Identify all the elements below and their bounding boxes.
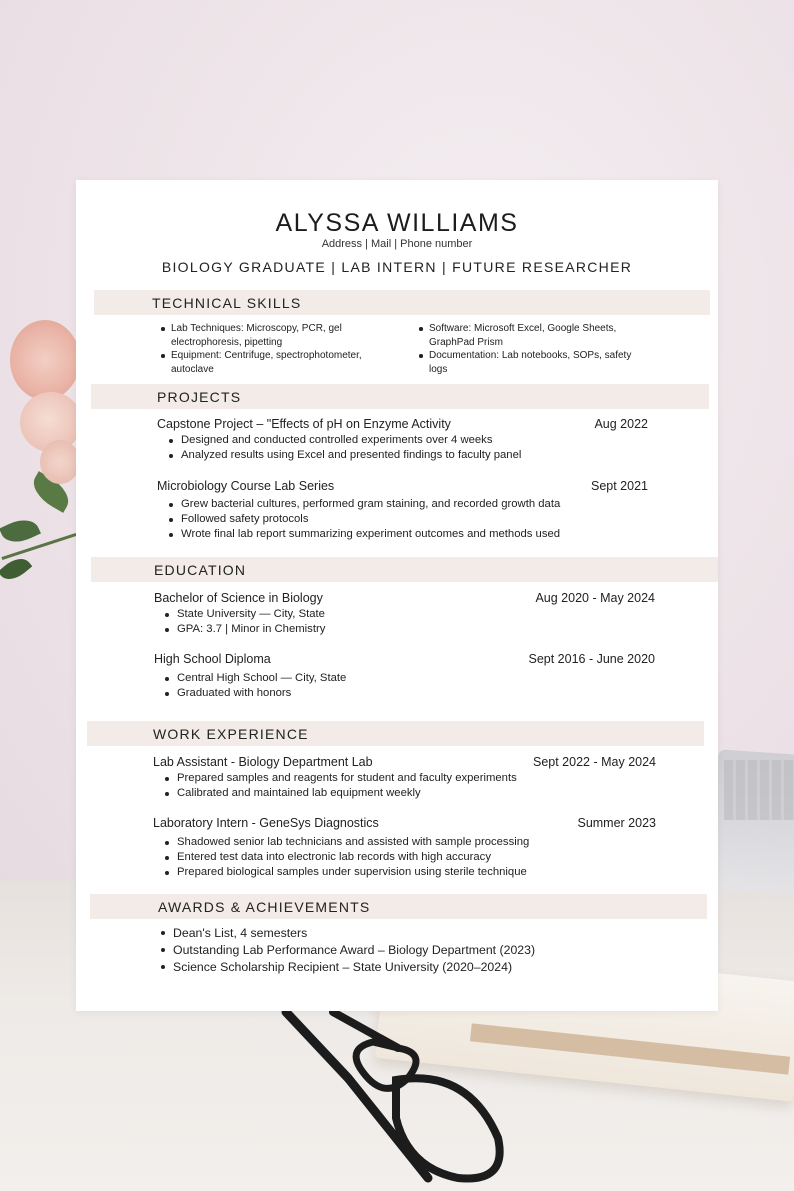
bullet-item: Shadowed senior lab technicians and assisted with sample processing bbox=[161, 835, 529, 850]
section-title: PROJECTS bbox=[157, 389, 242, 405]
education-bullets bbox=[161, 607, 325, 637]
bullet-item: Wrote final lab report summarizing experiment outcomes and methods used bbox=[165, 527, 560, 542]
work-bullets bbox=[161, 835, 529, 881]
skill-item: Equipment: Centrifuge, spectrophotometer, autoclave bbox=[158, 349, 388, 376]
project-date: Aug 2022 bbox=[594, 417, 648, 431]
education-bullets bbox=[161, 671, 346, 701]
skill-item: Software: Microsoft Excel, Google Sheets, GraphPad Prism bbox=[416, 322, 646, 349]
work-section-header bbox=[87, 721, 704, 746]
work-date: Summer 2023 bbox=[577, 816, 656, 830]
award-item: Dean's List, 4 semesters bbox=[157, 925, 535, 942]
bullet-item: Followed safety protocols bbox=[165, 512, 560, 527]
project-bullets bbox=[165, 433, 521, 463]
education-heading: Bachelor of Science in Biology bbox=[154, 591, 323, 605]
bullet-item: Prepared samples and reagents for student and faculty experiments bbox=[161, 771, 517, 786]
awards-section-header bbox=[90, 894, 707, 919]
candidate-name: ALYSSA WILLIAMS bbox=[275, 209, 519, 237]
bullet-item: Central High School — City, State bbox=[161, 671, 346, 686]
laptop-keyboard bbox=[724, 760, 794, 820]
education-date: Sept 2016 - June 2020 bbox=[528, 652, 655, 666]
skills-list-right bbox=[416, 322, 646, 376]
award-item: Science Scholarship Recipient – State University (2020–2024) bbox=[157, 959, 535, 976]
section-title: TECHNICAL SKILLS bbox=[152, 295, 302, 311]
resume-page bbox=[76, 180, 718, 1011]
work-heading: Lab Assistant - Biology Department Lab bbox=[153, 755, 373, 769]
award-item: Outstanding Lab Performance Award – Biology Department (2023) bbox=[157, 942, 535, 959]
bullet-item: Designed and conducted controlled experiments over 4 weeks bbox=[165, 433, 521, 448]
bullet-item: Entered test data into electronic lab records with high accuracy bbox=[161, 850, 529, 865]
eyeglasses-image bbox=[278, 1008, 518, 1191]
skills-list-left bbox=[158, 322, 388, 376]
section-title: EDUCATION bbox=[154, 562, 247, 578]
section-title: AWARDS & ACHIEVEMENTS bbox=[158, 899, 371, 915]
education-date: Aug 2020 - May 2024 bbox=[535, 591, 655, 605]
work-bullets bbox=[161, 771, 517, 801]
work-heading: Laboratory Intern - GeneSys Diagnostics bbox=[153, 816, 379, 830]
rose-flower-image bbox=[10, 320, 80, 400]
project-heading: Capstone Project – "Effects of pH on Enzyme Activity bbox=[157, 417, 451, 431]
awards-bullets bbox=[157, 925, 535, 976]
project-heading: Microbiology Course Lab Series bbox=[157, 479, 335, 493]
section-title: WORK EXPERIENCE bbox=[153, 726, 309, 742]
skill-item: Lab Techniques: Microscopy, PCR, gel electrophoresis, pipetting bbox=[158, 322, 388, 349]
bullet-item: GPA: 3.7 | Minor in Chemistry bbox=[161, 622, 325, 637]
project-bullets bbox=[165, 497, 560, 543]
rose-flower-image bbox=[40, 440, 80, 484]
contact-line: Address | Mail | Phone number bbox=[321, 238, 473, 250]
project-date: Sept 2021 bbox=[591, 479, 648, 493]
bullet-item: Calibrated and maintained lab equipment weekly bbox=[161, 786, 517, 801]
work-date: Sept 2022 - May 2024 bbox=[533, 755, 656, 769]
bullet-item: Grew bacterial cultures, performed gram staining, and recorded growth data bbox=[165, 497, 560, 512]
skill-item: Documentation: Lab notebooks, SOPs, safety logs bbox=[416, 349, 646, 376]
bullet-item: Analyzed results using Excel and presented findings to faculty panel bbox=[165, 448, 521, 463]
education-heading: High School Diploma bbox=[154, 652, 271, 666]
skills-section-header bbox=[94, 290, 710, 315]
tagline: BIOLOGY GRADUATE | LAB INTERN | FUTURE RESEARCHER bbox=[161, 259, 633, 275]
education-section-header bbox=[91, 557, 718, 582]
bullet-item: Prepared biological samples under supervision using sterile technique bbox=[161, 865, 529, 880]
bullet-item: State University — City, State bbox=[161, 607, 325, 622]
projects-section-header bbox=[91, 384, 709, 409]
bullet-item: Graduated with honors bbox=[161, 686, 346, 701]
